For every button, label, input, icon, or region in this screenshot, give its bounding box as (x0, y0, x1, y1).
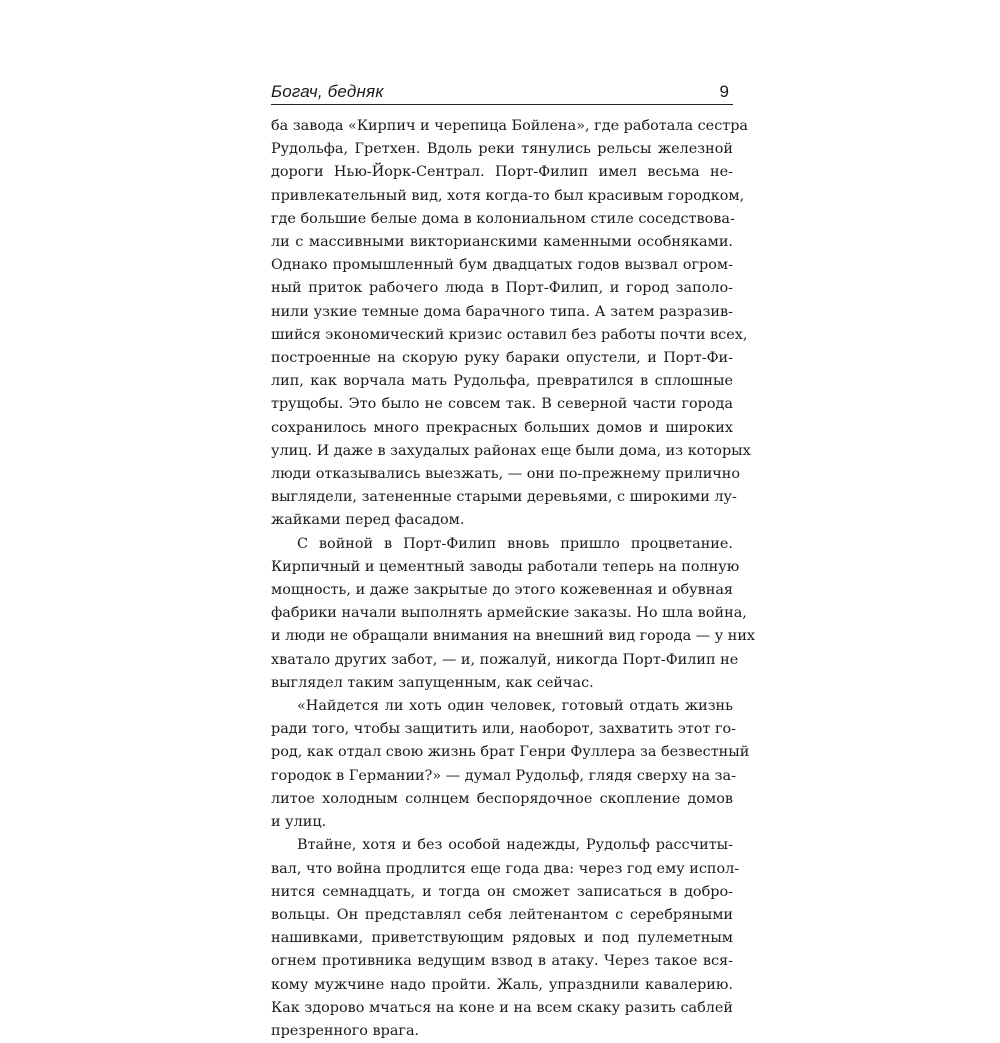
page-number: 9 (719, 82, 729, 101)
text-line: ба завода «Кирпич и черепица Бойлена», где работала сестра (271, 118, 749, 134)
paragraph (271, 695, 750, 834)
running-head (271, 72, 733, 105)
text-line: шийся экономический кризис оставил без работы почти всех, (271, 326, 748, 343)
text-line: ли с массивными викторианскими каменными особняками. (271, 234, 733, 251)
text-line: презренного врага. (271, 1022, 420, 1039)
text-line: нится семнадцать, и тогда он сможет записаться в добро- (271, 883, 733, 900)
text-line: нашивками, приветствующим рядовых и под пулеметным (271, 930, 733, 947)
paragraph (271, 834, 740, 1043)
paragraph (271, 115, 751, 533)
text-line: сохранилось много прекрасных больших домов и широких (271, 419, 733, 436)
text-line: жайками перед фасадом. (271, 512, 465, 529)
text-line: вольцы. Он представлял себя лейтенантом с серебряными (271, 906, 733, 923)
text-line: С войной в Порт-Филип вновь пришло процветание. (297, 535, 733, 552)
text-line: Втайне, хотя и без особой надежды, Рудольф рассчиты- (297, 837, 733, 854)
text-line: и улиц. (271, 814, 327, 831)
text-line: ный приток рабочего люда в Порт-Филип, и город заполо- (271, 280, 733, 297)
text-line: выглядели, затененные старыми деревьями, с широкими лу- (271, 489, 737, 506)
text-line: лип, как ворчала мать Рудольфа, превратился в сплошные (271, 373, 733, 390)
text-line: кому мужчине надо пройти. Жаль, упразднили кавалерию. (271, 976, 733, 993)
running-title: Богач, бедняк (271, 82, 384, 101)
text-line: литое холодным солнцем беспорядочное скопление домов (271, 790, 733, 807)
text-line: Кирпичный и цементный заводы работали теперь на полную (271, 558, 740, 575)
text-line: где большие белые дома в колониальном стиле соседствова- (271, 210, 735, 227)
body-text (271, 115, 756, 1043)
text-line: хватало других забот, — и, пожалуй, никогда Порт-Филип не (271, 651, 739, 668)
book-page (271, 72, 756, 1043)
text-line: род, как отдал свою жизнь брат Генри Фуллера за безвестный (271, 744, 750, 761)
text-line: мощность, и даже закрытые до этого кожевенная и обувная (271, 582, 733, 599)
text-line: нили узкие темные дома барачного типа. А затем разразив- (271, 303, 733, 320)
text-line: и люди не обращали внимания на внешний вид города — у них (271, 628, 756, 645)
text-line: ради того, чтобы защитить или, наоборот, захватить этот го- (271, 721, 737, 738)
text-line: Однако промышленный бум двадцатых годов вызвал огром- (271, 257, 733, 274)
text-line: Как здорово мчаться на коне и на всем скаку разить саблей (271, 999, 733, 1016)
text-line: городок в Германии?» — думал Рудольф, глядя сверху на за- (271, 767, 736, 784)
text-line: привлекательный вид, хотя когда-то был красивым городком, (271, 187, 745, 204)
text-line: фабрики начали выполнять армейские заказы. Но шла война, (271, 605, 747, 622)
text-line: огнем противника ведущим взвод в атаку. Через такое вся- (271, 953, 733, 970)
text-line: улиц. И даже в захудалых районах еще были дома, из которых (271, 442, 751, 459)
text-line: Рудольфа, Гретхен. Вдоль реки тянулись рельсы железной (271, 141, 733, 158)
text-line: люди отказывались выезжать, — они по-прежнему прилично (271, 466, 741, 483)
text-line: «Найдется ли хоть один человек, готовый отдать жизнь (297, 698, 733, 715)
text-line: вал, что война продлится еще года два: через год ему испол- (271, 860, 740, 877)
text-line: дороги Нью-Йорк-Сентрал. Порт-Филип имел весьма не- (271, 164, 733, 181)
text-line: построенные на скорую руку бараки опустели, и Порт-Фи- (271, 350, 733, 367)
text-line: трущобы. Это было не совсем так. В северной части города (271, 396, 733, 413)
paragraph (271, 533, 756, 695)
text-line: выглядел таким запущенным, как сейчас. (271, 674, 594, 691)
